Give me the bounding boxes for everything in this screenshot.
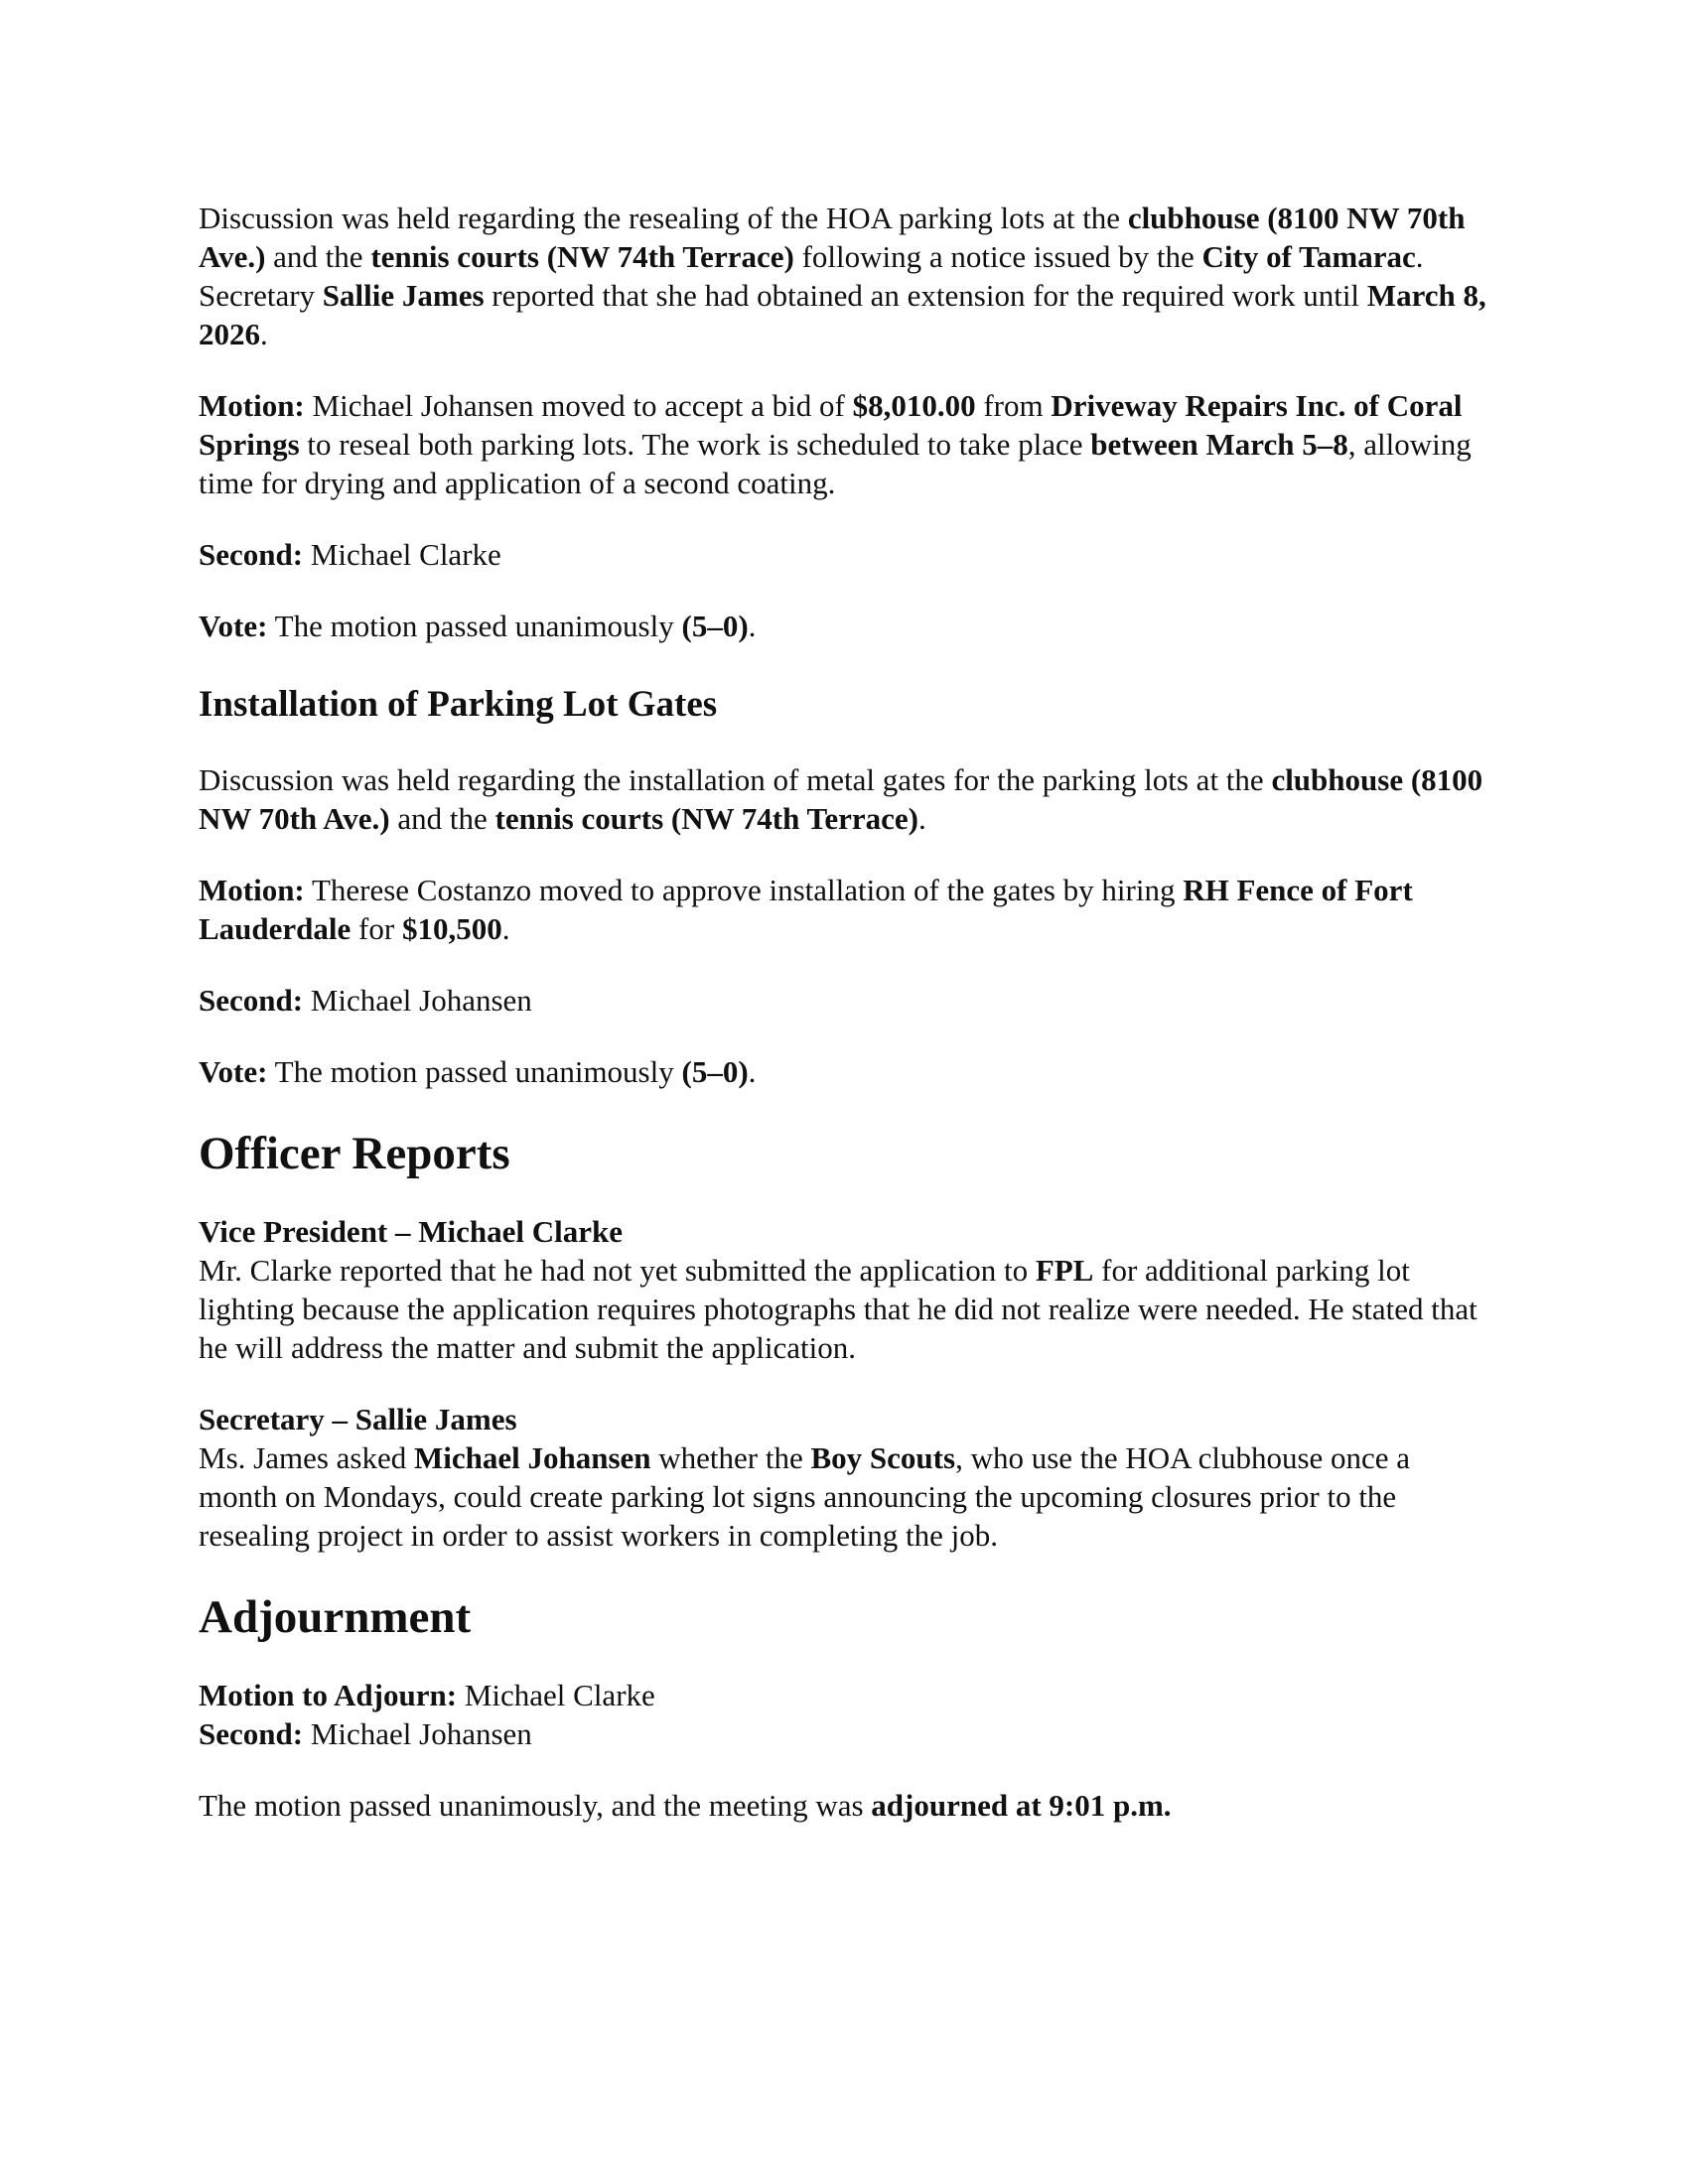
secretary-report-title: Secretary – Sallie James (199, 1402, 517, 1436)
gates-second: Second: Michael Johansen (199, 983, 532, 1018)
resealing-motion: Motion: Michael Johansen moved to accept a bid of $8,010.00 from Driveway Repairs Inc. of Coral Springs to reseal both parking lots. The work is scheduled to take place between March 5–8, allowing time for drying and application of a second coating. (199, 388, 1472, 500)
secretary-report-text: Ms. James asked Michael Johansen whether the Boy Scouts, who use the HOA clubhouse once a month on Mondays, could create parking lot signs announcing the upcoming closures prior to the resealing project in order to assist workers in completing the job. (199, 1440, 1411, 1553)
resealing-discussion: Discussion was held regarding the resealing of the HOA parking lots at the clubhouse (8100 NW 70th Ave.) and the tennis courts (NW 74th Terrace) following a notice issued by the City of Tamarac. Secretary Sallie James reported that she had obtained an extension for the required work until March 8, 2026. (199, 201, 1486, 351)
gates-motion: Motion: Therese Costanzo moved to approve installation of the gates by hiring RH Fence of Fort Lauderdale for $10,500. (199, 873, 1413, 946)
adjourn-final: The motion passed unanimously, and the meeting was adjourned at 9:01 p.m. (199, 1788, 1172, 1823)
gates-vote: Vote: The motion passed unanimously (5–0). (199, 1054, 757, 1089)
adjournment-heading: Adjournment (199, 1591, 472, 1643)
vp-report-text: Mr. Clarke reported that he had not yet submitted the application to FPL for additional parking lot lighting because the application requires photographs that he did not realize were needed. He stated that he will address the matter and submit the application. (199, 1253, 1477, 1365)
resealing-vote: Vote: The motion passed unanimously (5–0). (199, 609, 757, 643)
vp-report-title: Vice President – Michael Clarke (199, 1214, 624, 1249)
adjourn-second: Second: Michael Johansen (199, 1716, 532, 1751)
gates-heading: Installation of Parking Lot Gates (199, 684, 718, 725)
adjourn-motion: Motion to Adjourn: Michael Clarke (199, 1678, 655, 1712)
minutes-content (199, 199, 1489, 1825)
officer-reports-heading: Officer Reports (199, 1128, 510, 1179)
resealing-second: Second: Michael Clarke (199, 537, 501, 572)
gates-discussion: Discussion was held regarding the installation of metal gates for the parking lots at the clubhouse (8100 NW 70th Ave.) and the tennis courts (NW 74th Terrace). (199, 762, 1483, 836)
